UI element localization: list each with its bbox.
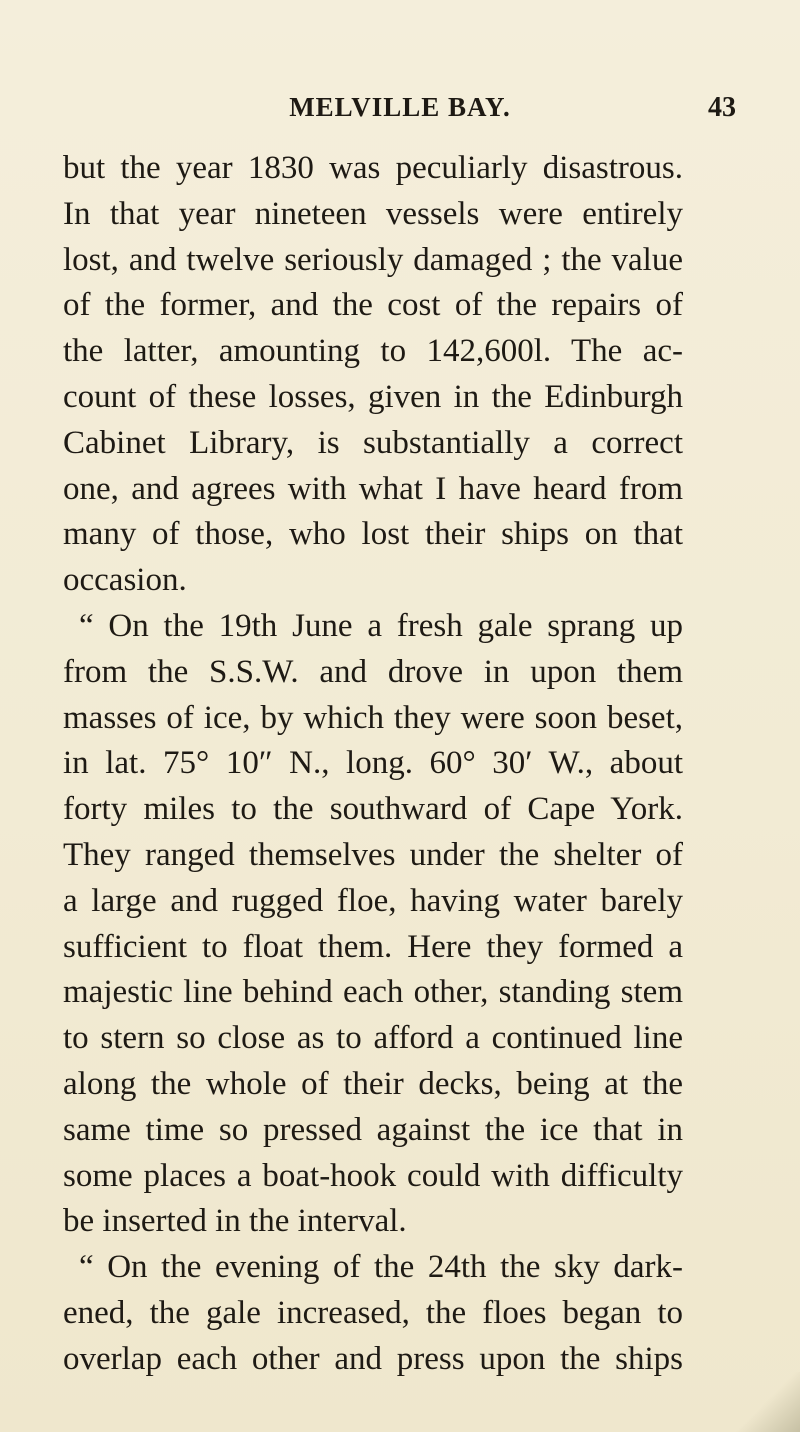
text-line-22: same time so pressed against the ice that in xyxy=(63,1111,683,1148)
text-line-19: majestic line behind each other, standing stem xyxy=(63,974,683,1011)
running-head: MELVILLE BAY. xyxy=(289,92,511,122)
text-line-3: lost, and twelve seriously damaged ; the value xyxy=(63,241,683,278)
text-line-16: They ranged themselves under the shelter of xyxy=(63,836,683,873)
text-line-13: masses of ice, by which they were soon beset, xyxy=(63,699,683,736)
page-corner-shadow xyxy=(730,1372,800,1432)
text-line-12: from the S.S.W. and drove in upon them xyxy=(63,653,683,690)
text-line-6: count of these losses, given in the Edinburgh xyxy=(63,378,683,415)
text-line-27: overlap each other and press upon the ships xyxy=(63,1340,683,1377)
text-line-24: be inserted in the interval. xyxy=(63,1203,407,1240)
page-number: 43 xyxy=(708,92,736,123)
page-header xyxy=(0,92,800,132)
text-line-4: of the former, and the cost of the repairs of xyxy=(63,287,683,324)
text-line-7: Cabinet Library, is substantially a correct xyxy=(63,424,683,461)
text-line-21: along the whole of their decks, being at the xyxy=(63,1065,683,1102)
body-text xyxy=(63,146,683,1383)
text-line-20: to stern so close as to afford a continued line xyxy=(63,1020,683,1057)
text-line-25: “ On the evening of the 24th the sky dark- xyxy=(79,1249,683,1286)
text-line-18: sufficient to float them. Here they formed a xyxy=(63,928,683,965)
text-line-11: “ On the 19th June a fresh gale sprang up xyxy=(79,607,683,644)
text-line-10: occasion. xyxy=(63,562,187,599)
text-line-14: in lat. 75° 10″ N., long. 60° 30′ W., about xyxy=(63,745,683,782)
text-line-17: a large and rugged floe, having water barely xyxy=(63,882,683,919)
text-line-26: ened, the gale increased, the floes began to xyxy=(63,1294,683,1331)
text-line-15: forty miles to the southward of Cape York. xyxy=(63,791,683,828)
text-line-5: the latter, amounting to 142,600l. The ac- xyxy=(63,333,683,370)
text-line-23: some places a boat-hook could with difficulty xyxy=(63,1157,683,1194)
text-line-9: many of those, who lost their ships on that xyxy=(63,516,683,553)
text-line-8: one, and agrees with what I have heard from xyxy=(63,470,683,507)
text-line-2: In that year nineteen vessels were entirely xyxy=(63,195,683,232)
text-line-1: but the year 1830 was peculiarly disastrous. xyxy=(63,150,683,186)
